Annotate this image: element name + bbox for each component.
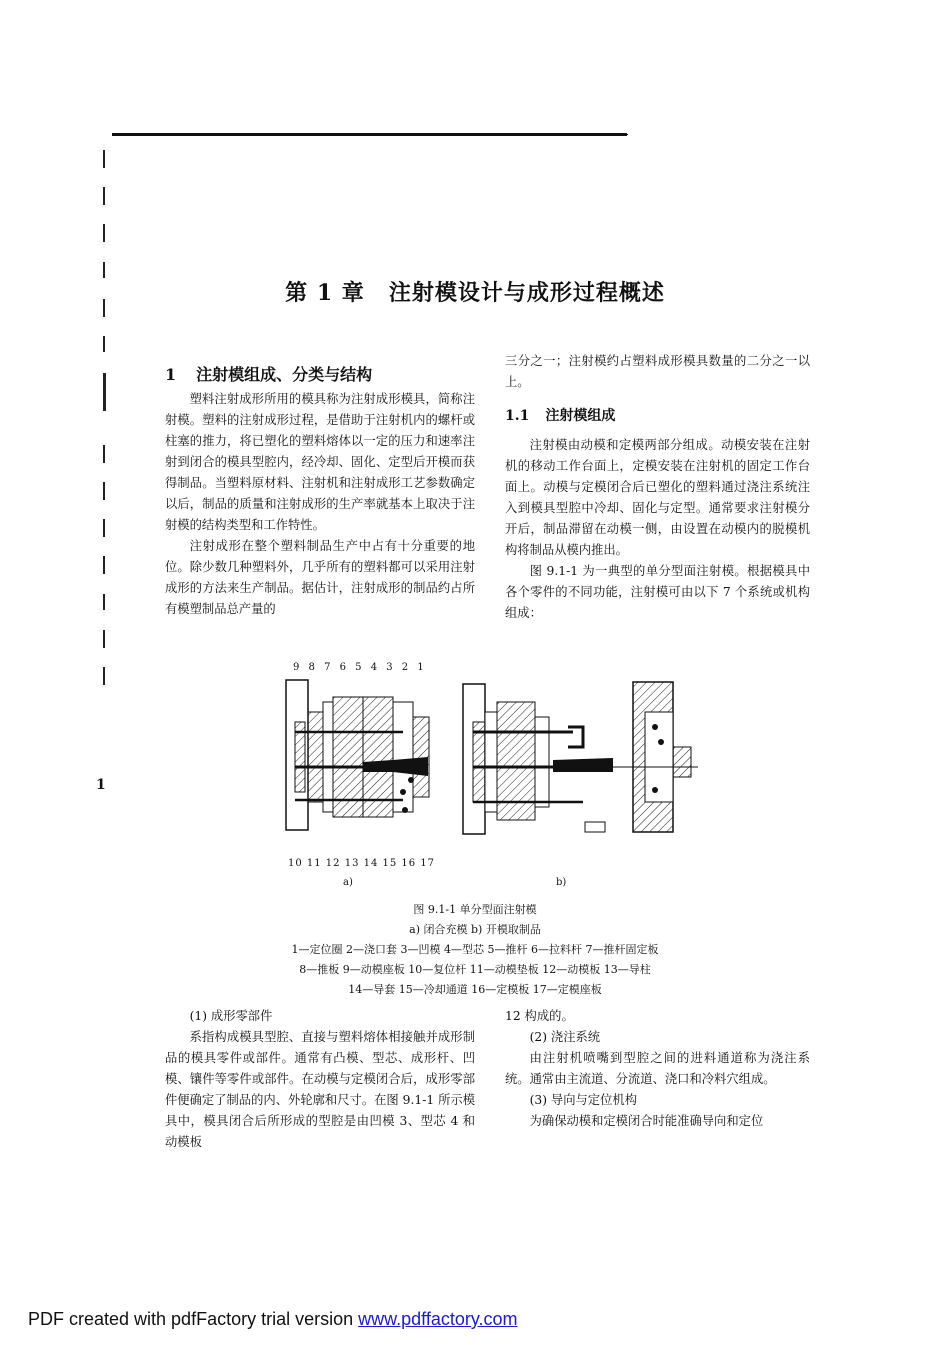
side-mark: 1 (96, 777, 106, 793)
mold-drawing (283, 672, 703, 852)
mold-figure (283, 660, 703, 869)
margin-mark (103, 594, 105, 610)
caption-legend: 14—导套 15—冷却通道 16—定模板 17—定模座板 (348, 983, 602, 996)
chapter-title (0, 276, 950, 307)
figure-bottom-numbers: 10 11 12 13 14 15 16 17 (288, 858, 436, 869)
margin-mark (103, 630, 105, 648)
margin-mark (103, 150, 105, 168)
paragraph: 为确保动模和定模闭合时能准确导向和定位 (529, 1114, 764, 1128)
figure-top-numbers: 9 8 7 6 5 4 3 2 1 (293, 662, 427, 673)
section-title: 注射模组成、分类与结构 (196, 365, 373, 384)
chapter-number: 第 1 章 (285, 280, 365, 306)
figure-caption (200, 900, 750, 1000)
top-rule (112, 133, 627, 136)
open-mold-view (463, 682, 698, 834)
margin-mark (103, 445, 105, 463)
caption-legend: 8—推板 9—动模座板 10—复位杆 11—动模垫板 12—动模板 13—导柱 (299, 963, 651, 976)
section-heading (165, 362, 372, 385)
chapter-name: 注射模设计与成形过程概述 (388, 280, 665, 306)
margin-mark (103, 336, 105, 352)
paragraph: 系指构成模具型腔、直接与塑料熔体相接触并成形制品的模具零件或部件。通常有凸模、型芯、成形杆、凹模、镶件等零件或部件。在动模与定模闭合后，成形零部件便确定了制品的内、外轮廓和尺寸。在图 9.1-1 所示模具中，模具闭合后所形成的型腔是由凹模 3、型芯 4 和动模板 (165, 1030, 475, 1149)
margin-mark (103, 373, 106, 411)
left-column (165, 389, 475, 620)
margin-mark (103, 482, 105, 500)
margin-mark (103, 224, 105, 242)
item-heading: (3) 导向与定位机构 (529, 1093, 637, 1107)
bottom-right-column (505, 1006, 810, 1132)
paragraph: 注射模由动模和定模两部分组成。动模安装在注射机的移动工作台面上，定模安装在注射机的固定工作台面上。动模与定模闭合后已塑化的塑料通过浇注系统注入到模具型腔中冷却、固化与定型。通常要求注射模分开后，制品滞留在动模一侧，由设置在动模内的脱模机构将制品从模内推出。 (505, 438, 810, 557)
section-number: 1 (165, 365, 177, 384)
subsection-title: 注射模组成 (545, 408, 616, 424)
figure-label-a: a) (343, 877, 353, 888)
bottom-left-column (165, 1006, 475, 1153)
margin-mark (103, 187, 105, 205)
caption-title: 图 9.1-1 单分型面注射模 (413, 903, 537, 916)
item-heading: (2) 浇注系统 (529, 1030, 601, 1044)
footer-text: PDF created with pdfFactory trial version (28, 1309, 359, 1329)
pdf-footer (28, 1309, 518, 1330)
figure-label-b: b) (556, 877, 567, 888)
caption-sub: a) 闭合充模 b) 开模取制品 (409, 923, 541, 936)
item-heading: (1) 成形零部件 (189, 1009, 273, 1023)
paragraph-continued: 三分之一；注射模约占塑料成形模具数量的二分之一以上。 (505, 354, 810, 389)
margin-mark (103, 556, 105, 574)
paragraph-continued: 12 构成的。 (505, 1009, 574, 1023)
margin-mark (103, 667, 105, 685)
paragraph: 图 9.1-1 为一典型的单分型面注射模。根据模具中各个零件的不同功能，注射模可由以下 7 个系统或机构组成： (505, 564, 810, 620)
paragraph: 由注射机喷嘴到型腔之间的进料通道称为浇注系统。通常由主流道、分流道、浇口和冷料穴组成。 (505, 1051, 810, 1086)
paragraph: 塑料注射成形所用的模具称为注射成形模具，简称注射模。塑料的注射成形过程，是借助于注射机内的螺杆或柱塞的推力，将已塑化的塑料熔体以一定的压力和速率注射到闭合的模具型腔内，经冷却、固化、定型后开模而获得制品。当塑料原材料、注射机和注射成形工艺参数确定以后，制品的质量和注射成形的生产率就基本上取决于注射模的结构类型和工作特性。 (165, 392, 475, 532)
subsection-number: 1.1 (505, 408, 530, 424)
caption-legend: 1—定位圈 2—浇口套 3—凹模 4—型芯 5—推杆 6—拉料杆 7—推杆固定板 (291, 943, 659, 956)
top-rule-end (600, 134, 628, 135)
paragraph: 注射成形在整个塑料制品生产中占有十分重要的地位。除少数几种塑料外，几乎所有的塑料都可以采用注射成形的方法来生产制品。据估计，注射成形的制品约占所有模塑制品总产量的 (165, 539, 475, 616)
footer-link[interactable]: www.pdffactory.com (358, 1309, 518, 1329)
right-column (505, 351, 810, 624)
margin-mark (103, 519, 105, 537)
closed-mold-view (286, 680, 429, 830)
subsection-heading (505, 405, 810, 425)
